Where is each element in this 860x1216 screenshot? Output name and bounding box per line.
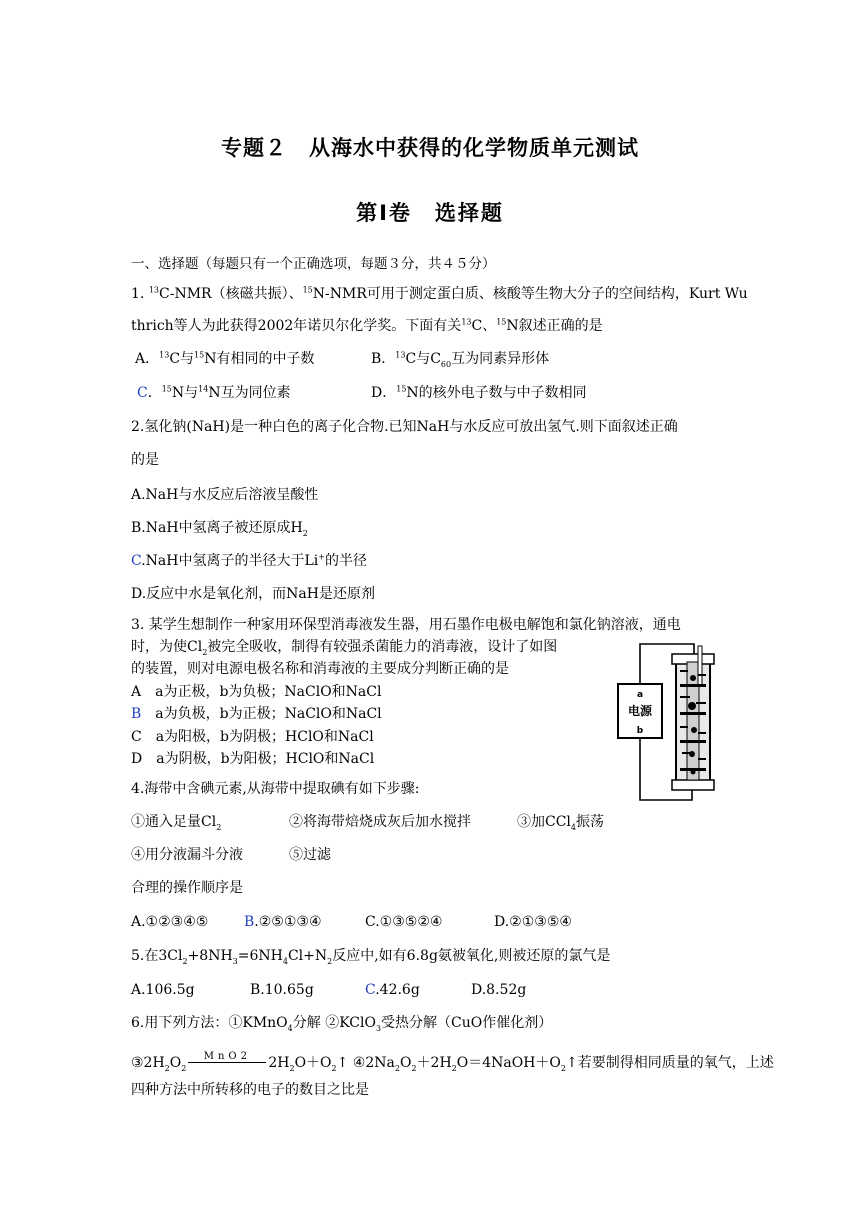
- answer-mark: C: [365, 982, 376, 998]
- q3-option-a: A a为正极，b为负极；NaClO和NaCl: [131, 684, 382, 700]
- q1-stem-line2: thrich等人为此获得2002年诺贝尔化学奖。下面有关$^{13}$C、$^{15}$N叙述正确的是: [131, 317, 603, 334]
- q4-step-5: ⑤过滤: [289, 847, 331, 863]
- q1-option-c: C．$^{15}$N与$^{14}$N互为同位素: [137, 384, 291, 401]
- q6-stem-line3: 四种方法中所转移的电子的数目之比是: [131, 1082, 369, 1098]
- q4-step-4: ④用分液漏斗分液: [131, 847, 243, 863]
- label-a: a: [636, 690, 644, 700]
- answer-mark: B: [244, 914, 255, 930]
- q2-stem-line1: 2.氢化钠(NaH)是一种白色的离子化合物.已知NaH与水反应可放出氢气.则下面叙述正确: [131, 419, 678, 435]
- q3-stem-line1: 3. 某学生想制作一种家用环保型消毒液发生器，用石墨作电极电解饱和氯化钠溶液，通电: [131, 617, 681, 633]
- q1-option-a: A．$^{13}$C与$^{15}$N有相同的中子数: [135, 350, 315, 367]
- q3-stem-line2: 时，为使$Cl_2$被完全吸收，制得有较强杀菌能力的消毒液，设计了如图: [131, 639, 558, 657]
- q5-option-b: B.10.65g: [250, 982, 314, 998]
- q6-stem-line2: $③2H_2O_2MnO2$ $2H_2O+O_2↑$ $④2Na_2O_2+2H_2O=4NaOH+O_2↑$若要制得相同质量的氧气，上述: [131, 1048, 774, 1072]
- q4-step-3: ③加CCl$_4$振荡: [517, 814, 604, 832]
- q4-ask: 合理的操作顺序是: [131, 880, 243, 896]
- q5-option-a: A.106.5g: [131, 982, 195, 998]
- answer-mark: C: [131, 553, 142, 569]
- instructions: 一、选择题（每题只有一个正确选项，每题３分，共４５分）: [131, 256, 496, 272]
- q3-stem-line3: 的装置，则对电源电极名称和消毒液的主要成分判断正确的是: [131, 661, 509, 677]
- q3-option-d: D a为阴极，b为阳极；HClO和NaCl: [131, 751, 375, 767]
- q5-option-d: D.8.52g: [471, 982, 527, 998]
- catalyst-condition: MnO2: [188, 1048, 266, 1066]
- section-title: 第Ⅰ卷 选择题: [356, 201, 504, 225]
- q1-stem-line1: 1. $^{13}$C-NMR（核磁共振）、$^{15}$N-NMR可用于测定蛋白质、核酸等生物大分子的空间结构，Kurt Wu: [131, 285, 748, 302]
- q2-option-d: D.反应中水是氧化剂，而NaH是还原剂: [131, 586, 375, 602]
- q5-stem: 5.在$3Cl_2+8NH_3=6NH_4Cl+N_2$反应中,如有6.8g氨被氧化,则被还原的氯气是: [131, 948, 611, 966]
- q4-step-1: ①通入足量$Cl_2$: [131, 814, 222, 832]
- label-b: b: [636, 726, 644, 736]
- q1-option-d: D．$^{15}$N的核外电子数与中子数相同: [371, 384, 587, 401]
- electrolysis-apparatus-diagram: [612, 640, 727, 805]
- q3-option-c: C a为阳极，b为阴极；HClO和NaCl: [131, 729, 374, 745]
- q1-option-b: B．$^{13}$C与$C_{60}$互为同素异形体: [371, 350, 550, 369]
- q2-stem-line2: 的是: [131, 452, 159, 468]
- q4-option-d: D.②①③⑤④: [494, 914, 572, 930]
- q2-option-a: A.NaH与水反应后溶液呈酸性: [131, 487, 319, 503]
- answer-mark: B: [131, 706, 142, 722]
- q2-option-b: B.NaH中氢离子被还原成$H_2$: [131, 520, 308, 538]
- q4-option-c: C.①③⑤②④: [365, 914, 443, 930]
- q6-stem-line1: 6.用下列方法：①KMnO$_4$分解 ②KClO$_3$受热分解（CuO作催化剂）: [131, 1015, 553, 1033]
- document-title: 专题２ 从海水中获得的化学物质单元测试: [221, 136, 639, 160]
- q3-option-b: B a为负极，b为正极；NaClO和NaCl: [131, 706, 382, 722]
- q2-option-c: C.NaH中氢离子的半径大于Li+的半径: [131, 552, 367, 569]
- q4-stem: 4.海带中含碘元素,从海带中提取碘有如下步骤:: [131, 781, 420, 797]
- q4-step-2: ②将海带焙烧成灰后加水搅拌: [289, 814, 471, 830]
- answer-mark: C: [137, 385, 148, 401]
- q4-option-b: B.②⑤①③④: [244, 914, 322, 930]
- label-power: 电源: [627, 704, 653, 718]
- q5-option-c: C.42.6g: [365, 982, 420, 998]
- q4-option-a: A.①②③④⑤: [131, 914, 209, 930]
